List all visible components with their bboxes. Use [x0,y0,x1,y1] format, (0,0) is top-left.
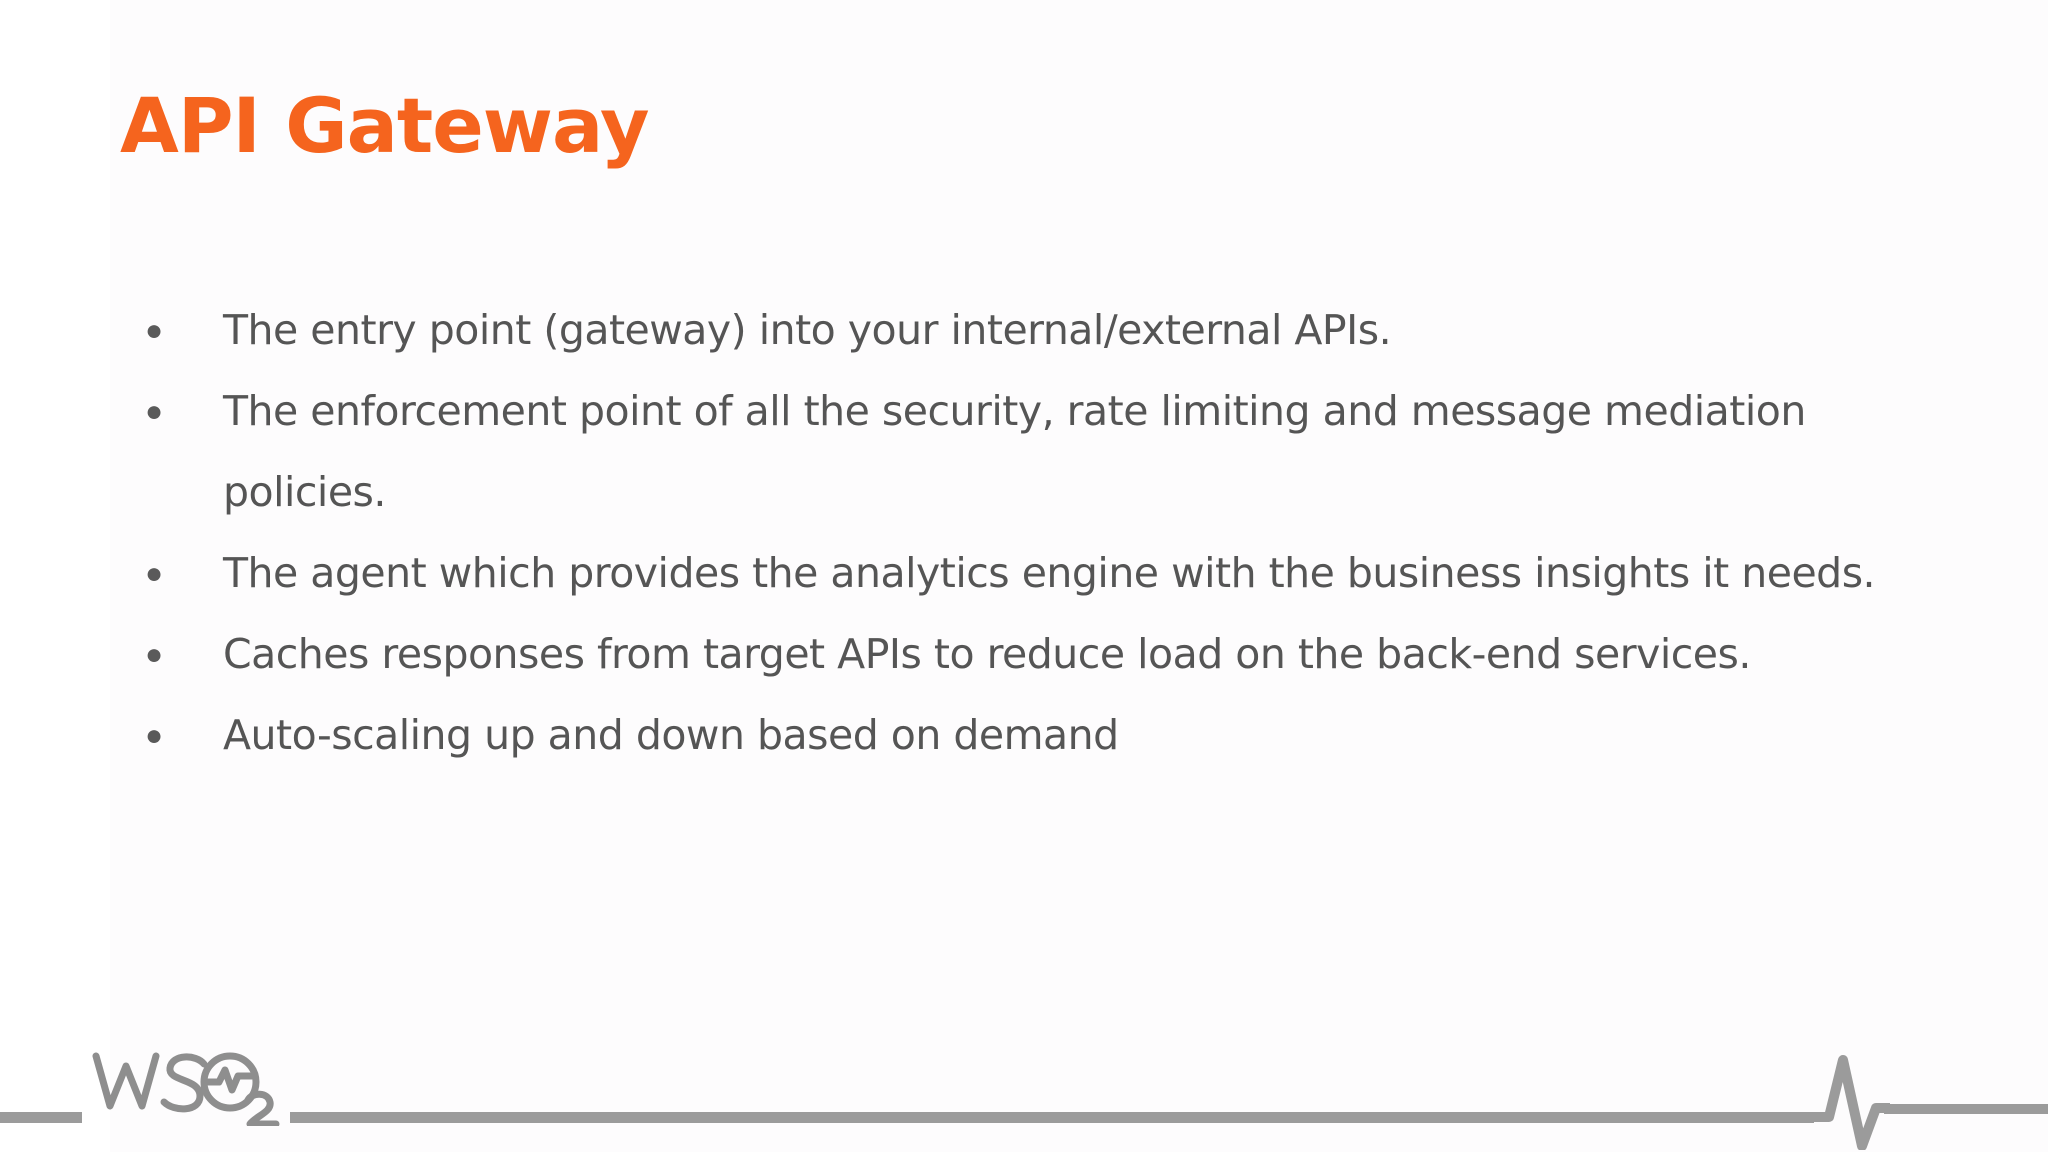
slide-title: API Gateway [120,81,649,170]
bullet-dot-icon: ● [145,637,164,671]
bullet-dot-icon: ● [145,556,164,590]
bullet-text: Auto-scaling up and down based on demand [223,711,1119,759]
bullet-text: The enforcement point of all the security, rate limiting and message mediation policies. [223,387,1806,516]
footer-main-divider [290,1112,1814,1123]
footer-right-divider [1884,1104,2048,1114]
bullet-item [145,614,1945,695]
bullet-text: The entry point (gateway) into your internal/external APIs. [223,306,1392,354]
bullet-item [145,290,1945,371]
bullet-list [145,290,1945,776]
bullet-item [145,695,1945,776]
bullet-text: Caches responses from target APIs to reduce load on the back-end services. [223,630,1751,678]
bullet-dot-icon: ● [145,394,164,428]
wso2-logo-icon [92,1044,282,1126]
bullet-dot-icon: ● [145,313,164,347]
bullet-item [145,533,1945,614]
footer-left-divider [0,1112,82,1123]
bullet-dot-icon: ● [145,718,164,752]
bullet-item [145,371,1945,533]
heartbeat-line-icon [1810,1050,1890,1150]
bullet-text: The agent which provides the analytics engine with the business insights it needs. [223,549,1876,597]
